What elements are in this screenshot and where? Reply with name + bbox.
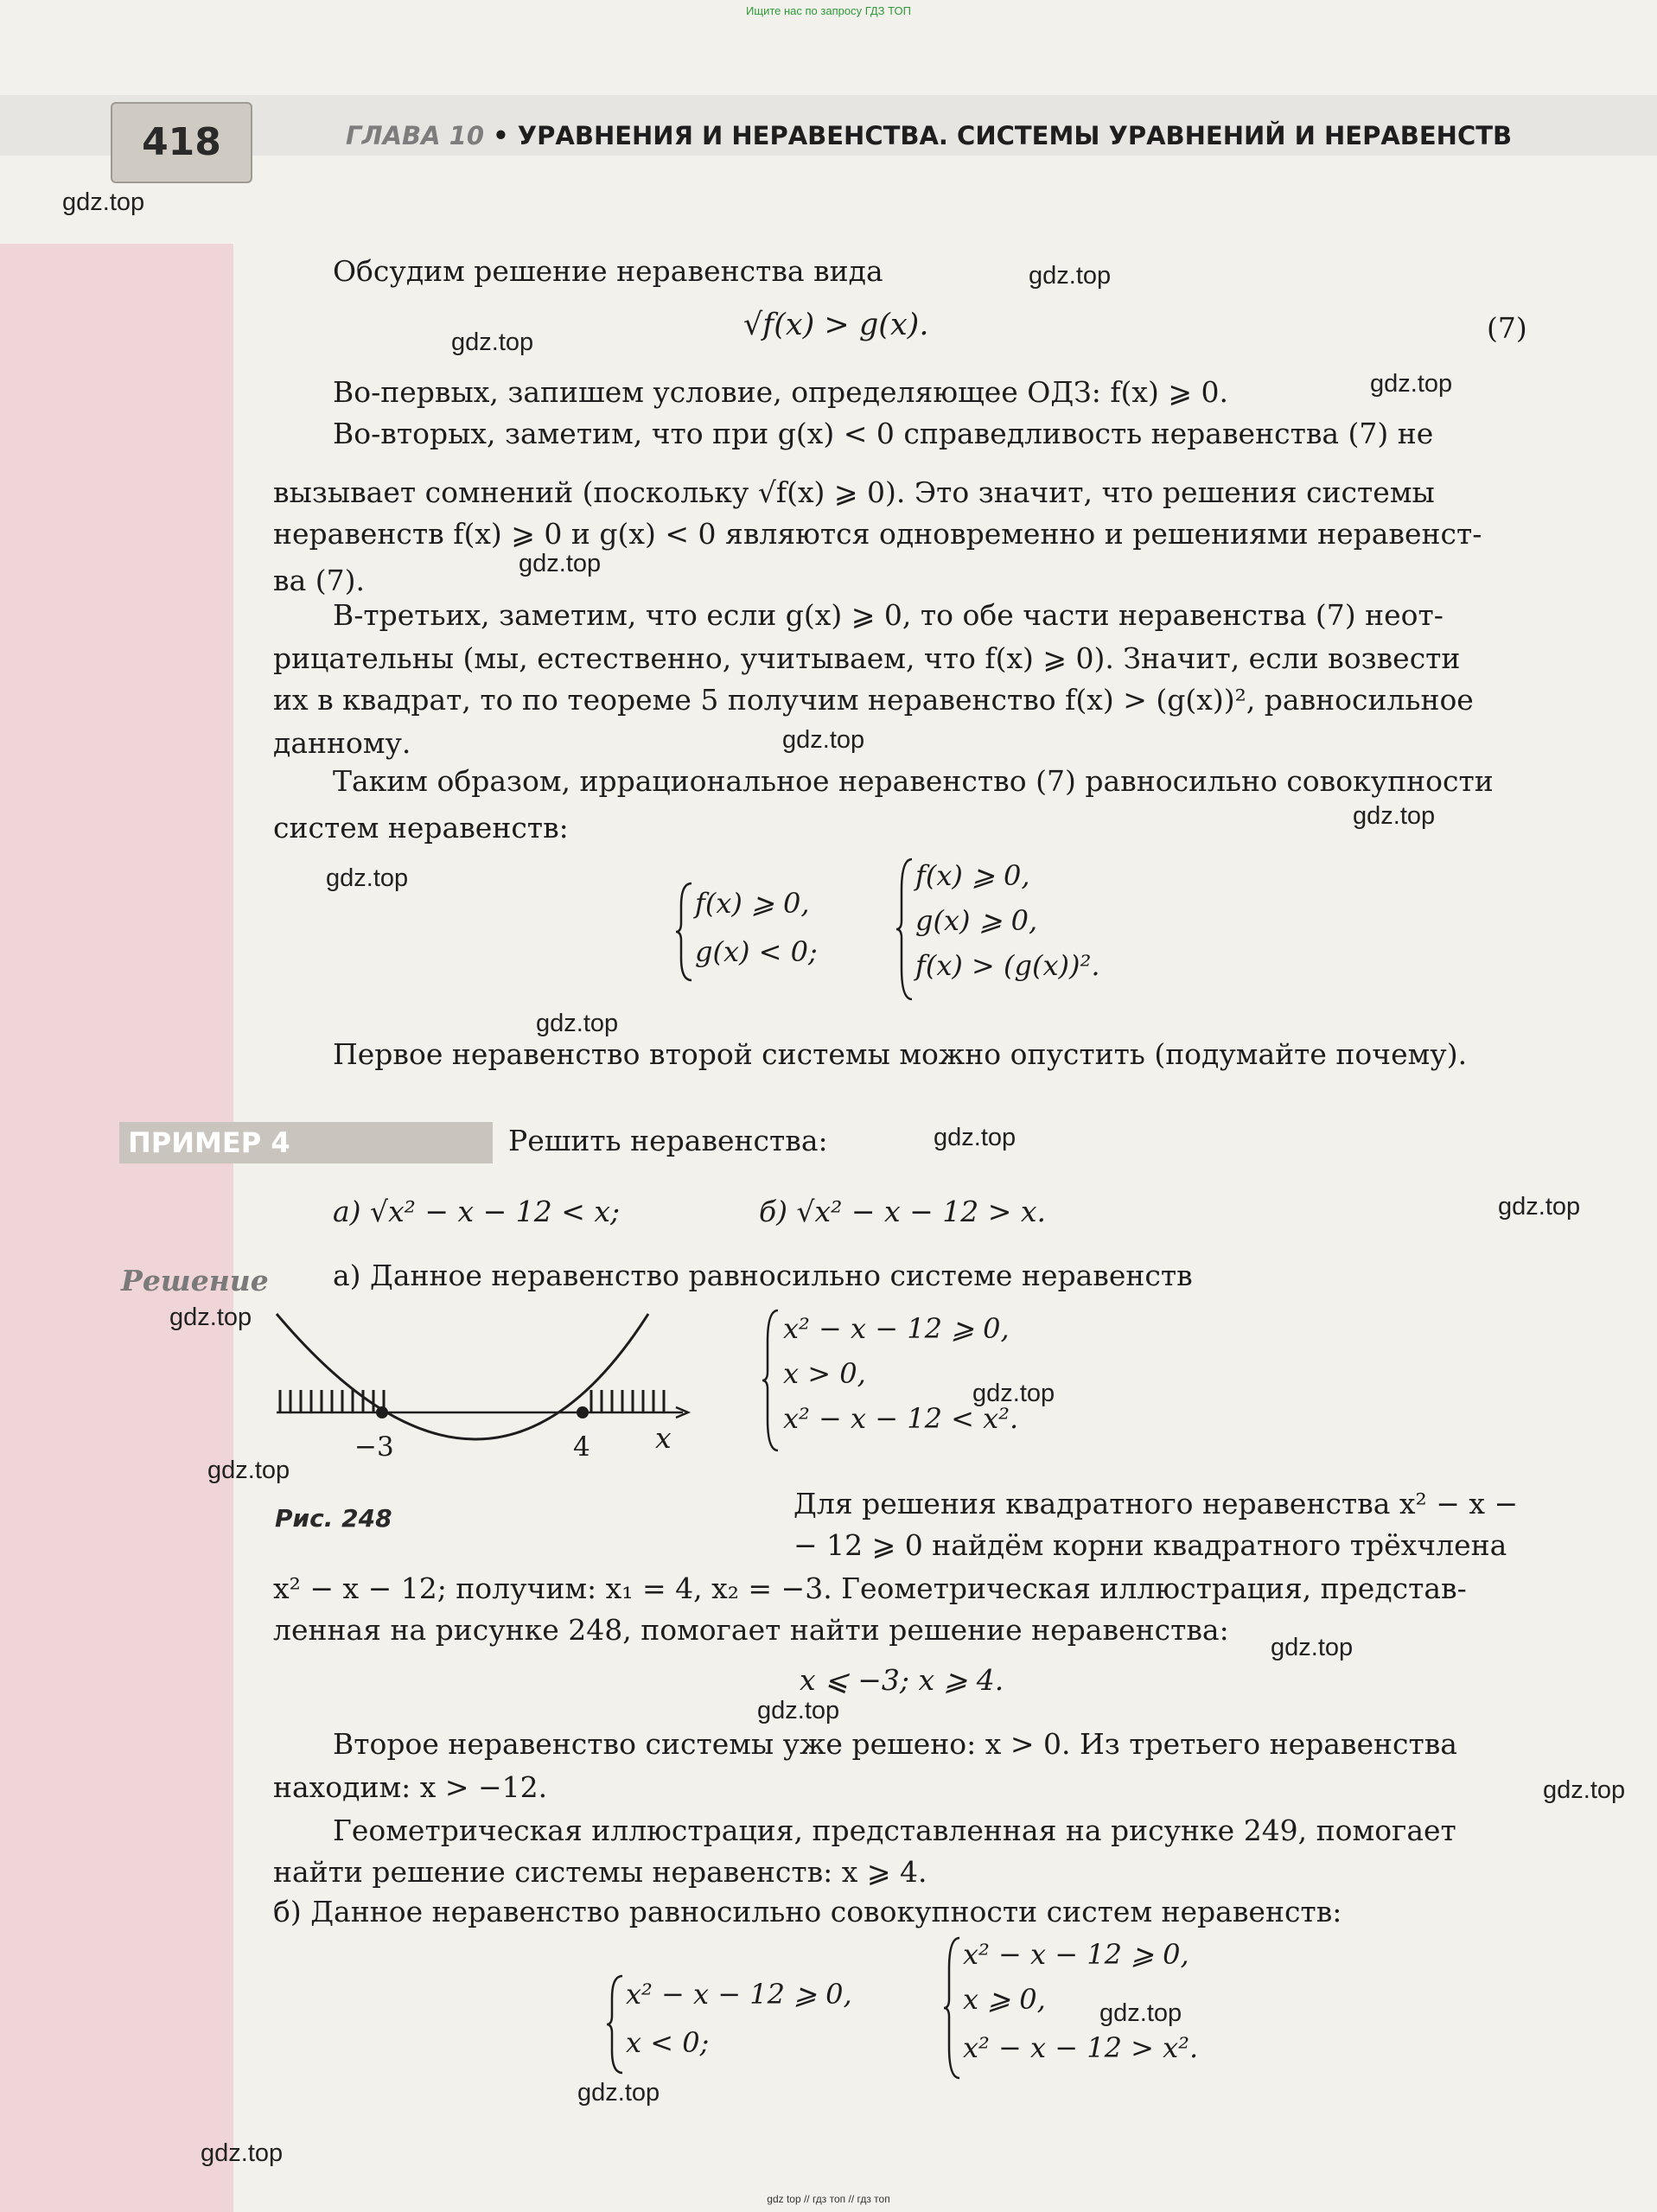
- system-a: [674, 880, 864, 984]
- watermark: gdz.top: [201, 2139, 284, 2167]
- paragraph-intro: Обсудим решение неравенства вида: [333, 254, 883, 288]
- top-banner: Ищите нас по запросу ГДЗ ТОП: [746, 4, 911, 17]
- second-inequality-l2: находим: x > −12.: [273, 1770, 548, 1804]
- watermark: gdz.top: [1543, 1776, 1626, 1804]
- watermark: gdz.top: [782, 726, 865, 754]
- quadratic-l4: ленная на рисунке 248, помогает найти решение неравенства:: [273, 1613, 1229, 1647]
- system-c: [761, 1307, 1124, 1454]
- example-label: ПРИМЕР 4: [119, 1122, 493, 1163]
- parabola-curve: [277, 1314, 648, 1439]
- chapter-heading: [346, 121, 1573, 150]
- equation-7: √f(x) > g(x).: [743, 308, 929, 342]
- paragraph-third-l4: данному.: [273, 726, 411, 760]
- watermark: gdz.top: [934, 1124, 1017, 1151]
- quadratic-l3: x² − x − 12; получим: x₁ = 4, x₂ = −3. Геометрическая иллюстрация, представ-: [273, 1571, 1467, 1605]
- figure-248-caption: Рис. 248: [275, 1504, 392, 1533]
- watermark: gdz.top: [536, 1010, 619, 1037]
- paragraph-second-l1: Во-вторых, заметим, что при g(x) < 0 справедливость неравенства (7) не: [333, 417, 1434, 450]
- chapter-label: ГЛАВА 10: [346, 121, 485, 150]
- system-b-line-3: f(x) > (g(x))².: [915, 949, 1100, 982]
- root-label-left: −3: [354, 1431, 394, 1463]
- geometric-l2: найти решение системы неравенств: x ⩾ 4.: [273, 1855, 927, 1889]
- paragraph-third-l2: рицательны (мы, естественно, учитываем, что f(x) ⩾ 0). Значит, если возвести: [273, 641, 1461, 675]
- geometric-l1: Геометрическая иллюстрация, представленная на рисунке 249, помогает: [333, 1814, 1456, 1847]
- watermark: gdz.top: [62, 188, 145, 216]
- left-margin-band: [0, 244, 233, 2212]
- second-inequality-l1: Второе неравенство системы уже решено: x > 0. Из третьего неравенства: [333, 1727, 1457, 1761]
- quadratic-l1: Для решения квадратного неравенства x² − x −: [793, 1487, 1519, 1520]
- system-e-line-2: x ⩾ 0,: [963, 1983, 1046, 2016]
- figure-248-parabola: [268, 1305, 691, 1469]
- system-a-line-2: g(x) < 0;: [695, 935, 818, 968]
- paragraph-odz: Во-первых, запишем условие, определяющее ОДЗ: f(x) ⩾ 0.: [333, 375, 1229, 409]
- paragraph-second-l3: неравенств f(x) ⩾ 0 и g(x) < 0 являются одновременно и решениями неравенст-: [273, 517, 1482, 551]
- root-label-right: 4: [573, 1431, 590, 1463]
- system-e-line-1: x² − x − 12 ⩾ 0,: [963, 1938, 1189, 1971]
- paragraph-third-l1: В-третьих, заметим, что если g(x) ⩾ 0, то обе части неравенства (7) неот-: [333, 598, 1444, 632]
- watermark: gdz.top: [451, 328, 534, 356]
- task-a: а) √x² − x − 12 < x;: [333, 1195, 621, 1228]
- hatch-right: [584, 1390, 671, 1412]
- watermark: gdz.top: [207, 1457, 290, 1484]
- solution-label: Решение: [121, 1264, 269, 1297]
- equation-7-number: (7): [1487, 311, 1527, 345]
- system-b: [895, 856, 1171, 1003]
- axis-label-x: x: [655, 1421, 672, 1455]
- watermark: gdz.top: [1099, 1999, 1182, 2027]
- quadratic-solution: x ⩽ −3; x ⩾ 4.: [800, 1663, 1004, 1697]
- system-b-line-2: g(x) ⩾ 0,: [915, 904, 1038, 937]
- root-point-right: [577, 1406, 589, 1418]
- solution-a-intro: а) Данное неравенство равносильно системе неравенств: [333, 1259, 1193, 1292]
- system-c-line-1: x² − x − 12 ⩾ 0,: [783, 1312, 1010, 1345]
- system-e-line-3: x² − x − 12 > x².: [963, 2031, 1199, 2064]
- paragraph-conclusion-l2: систем неравенств:: [273, 811, 569, 845]
- system-d-line-2: x < 0;: [626, 2026, 710, 2059]
- watermark: gdz.top: [757, 1697, 840, 1724]
- task-b: б) √x² − x − 12 > x.: [759, 1195, 1046, 1228]
- watermark: gdz.top: [519, 550, 602, 577]
- paragraph-second-l4: ва (7).: [273, 564, 365, 597]
- hatch-left: [278, 1390, 391, 1412]
- watermark: gdz.top: [577, 2079, 660, 2107]
- watermark: gdz.top: [972, 1380, 1055, 1407]
- watermark: gdz.top: [326, 864, 409, 892]
- quadratic-l2: − 12 ⩾ 0 найдём корни квадратного трёхчлена: [793, 1528, 1507, 1562]
- system-d: [605, 1973, 882, 2076]
- watermark: gdz.top: [169, 1304, 252, 1331]
- page-number: 418: [111, 102, 252, 183]
- paragraph-conclusion-l1: Таким образом, иррациональное неравенство (7) равносильно совокупности: [333, 764, 1494, 798]
- system-a-line-1: f(x) ⩾ 0,: [695, 887, 810, 920]
- root-point-left: [376, 1406, 388, 1418]
- paragraph-second-l2: вызывает сомнений (поскольку √f(x) ⩾ 0). Это значит, что решения системы: [273, 475, 1435, 509]
- chapter-bullet: •: [493, 121, 509, 150]
- paragraph-third-l3: их в квадрат, то по теореме 5 получим неравенство f(x) > (g(x))², равносильное: [273, 683, 1474, 717]
- watermark: gdz.top: [1353, 802, 1436, 830]
- solution-b-intro: б) Данное неравенство равносильно совокупности систем неравенств:: [273, 1895, 1342, 1928]
- system-d-line-1: x² − x − 12 ⩾ 0,: [626, 1978, 852, 2011]
- watermark: gdz.top: [1271, 1634, 1354, 1661]
- watermark: gdz.top: [1029, 262, 1112, 290]
- example-task: Решить неравенства:: [508, 1124, 828, 1157]
- watermark: gdz.top: [1498, 1193, 1581, 1221]
- footer-banner: gdz top // гдз топ // гдз топ: [767, 2193, 890, 2205]
- chapter-title: УРАВНЕНИЯ И НЕРАВЕНСТВА. СИСТЕМЫ УРАВНЕНИЙ И НЕРАВЕНСТВ: [517, 121, 1513, 150]
- system-b-line-1: f(x) ⩾ 0,: [915, 859, 1030, 892]
- watermark: gdz.top: [1370, 370, 1453, 398]
- system-c-line-3: x² − x − 12 < x².: [783, 1402, 1019, 1435]
- paragraph-omit: Первое неравенство второй системы можно опустить (подумайте почему).: [333, 1037, 1468, 1071]
- system-c-line-2: x > 0,: [783, 1357, 866, 1390]
